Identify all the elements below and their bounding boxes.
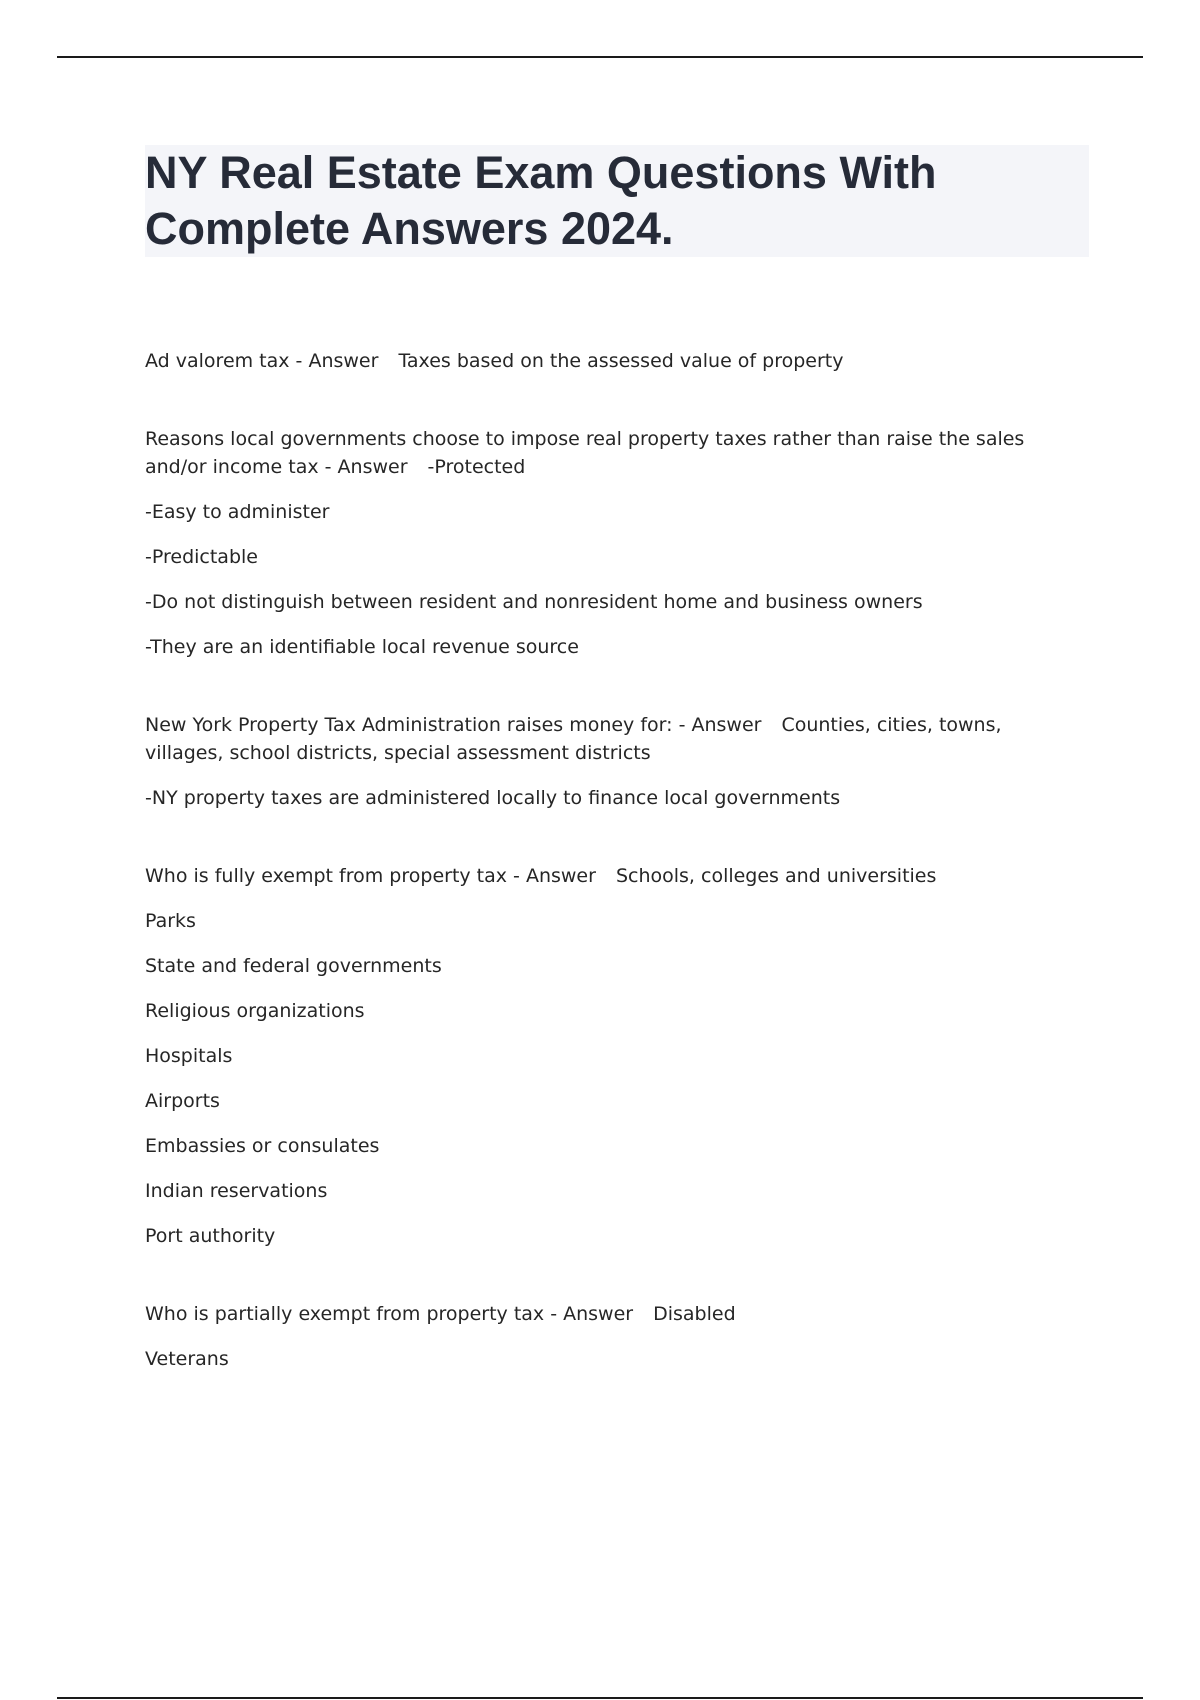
answer-line: Parks [145,910,196,932]
answer-line: -Easy to administer [145,501,330,523]
qa-list [145,347,1065,1373]
qa-entry [145,347,1065,375]
qa-question-line [145,1300,1065,1328]
qa-entry [145,1300,1065,1373]
answer-line: -Predictable [145,546,258,568]
title-banner [145,145,1089,257]
question-text: Who is partially exempt from property tax - Answer [145,1303,634,1325]
answer-line: Indian reservations [145,1180,328,1202]
question-text: Reasons local governments choose to impose real property taxes rather than raise the sales and/or income tax - Answer [145,428,1025,478]
question-text: New York Property Tax Administration raises money for: - Answer [145,714,762,736]
answer-line: Embassies or consulates [145,1135,380,1157]
question-text: Ad valorem tax - Answer [145,350,379,372]
answer-line: Port authority [145,1225,276,1247]
qa-question-line [145,862,1065,890]
answer-line: Religious organizations [145,1000,365,1022]
answer-text: -Protected [427,456,526,478]
answer-line: -NY property taxes are administered locally to finance local governments [145,787,841,809]
qa-question-line [145,711,1065,767]
answer-text: Taxes based on the assessed value of property [398,350,844,372]
answer-line: Veterans [145,1348,229,1370]
answer-line: Hospitals [145,1045,233,1067]
answer-line: Airports [145,1090,220,1112]
answer-text: Counties, cities, towns, villages, school districts, special assessment districts [145,714,1002,764]
page-title: NY Real Estate Exam Questions With Complete Answers 2024. [145,147,937,254]
bottom-divider [57,1697,1143,1699]
qa-entry [145,425,1065,661]
answer-text: Disabled [653,1303,736,1325]
answer-line: -They are an identifiable local revenue source [145,636,579,658]
answer-line: -Do not distinguish between resident and nonresident home and business owners [145,591,923,613]
qa-question-line [145,425,1065,481]
answer-line: State and federal governments [145,955,442,977]
top-divider [57,56,1143,58]
answer-text: Schools, colleges and universities [615,865,937,887]
qa-question-line [145,347,1065,375]
qa-entry [145,862,1065,1250]
question-text: Who is fully exempt from property tax - Answer [145,865,596,887]
qa-entry [145,711,1065,812]
